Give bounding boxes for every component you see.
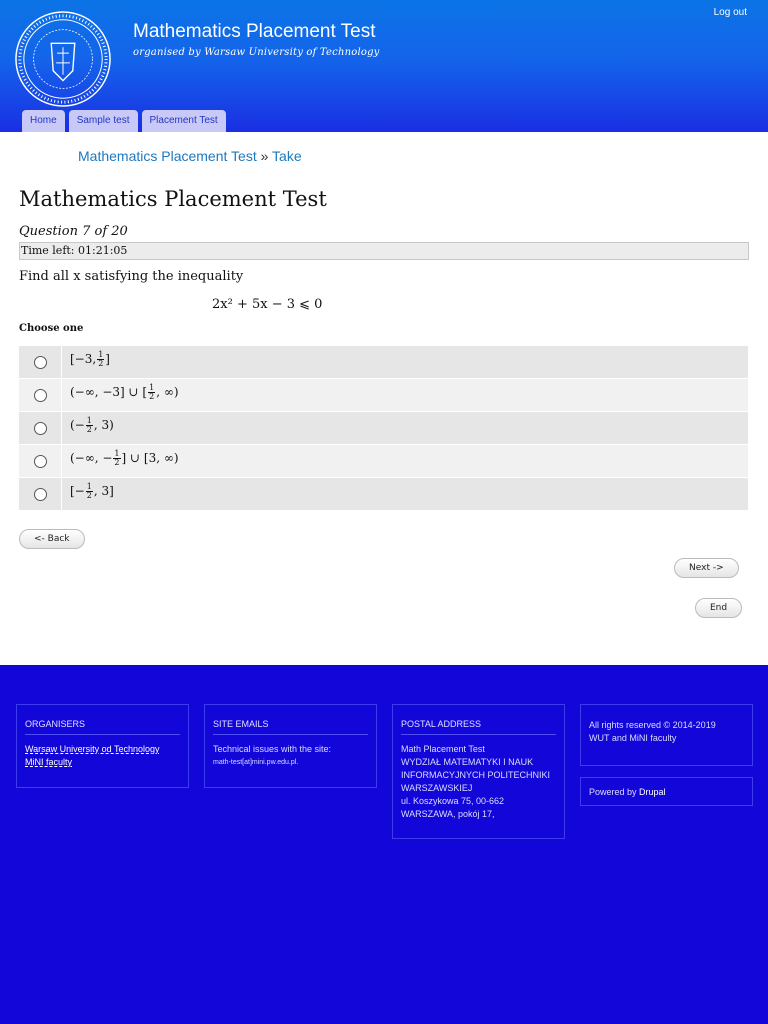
footer-site-emails — [204, 704, 377, 788]
back-button[interactable]: <- Back — [19, 529, 85, 549]
tab-home[interactable]: Home — [22, 110, 65, 132]
rights-line: All rights reserved © 2014-2019 — [589, 720, 716, 730]
technical-issues-text: Technical issues with the site: — [213, 744, 332, 754]
answer-option[interactable] — [19, 346, 748, 378]
footer — [0, 665, 768, 1024]
support-email: math-test[at]mini.pw.edu.pl. — [213, 759, 299, 766]
university-seal-logo[interactable] — [14, 10, 112, 108]
powered-by-text: Powered by — [589, 787, 637, 797]
footer-postal-address — [392, 704, 565, 839]
address-line: INFORMACYJNYCH POLITECHNIKI — [401, 770, 551, 780]
radio-button[interactable] — [34, 422, 47, 435]
address-line: WARSZAWA, pokój 17, — [401, 809, 495, 819]
breadcrumb-link-take[interactable]: Take — [272, 148, 302, 164]
question-number: Question 7 of 20 — [19, 224, 128, 239]
answer-option[interactable] — [19, 445, 748, 477]
address-line: Math Placement Test — [401, 744, 485, 754]
radio-button[interactable] — [34, 488, 47, 501]
main-content — [0, 132, 768, 665]
question-text: Find all x satisfying the inequality — [19, 269, 244, 284]
organisers-heading: ORGANISERS — [25, 719, 180, 735]
header — [0, 0, 768, 132]
mini-faculty-link[interactable]: MiNI faculty — [25, 757, 73, 767]
tab-placement-test[interactable]: Placement Test — [142, 110, 226, 132]
answer-option[interactable] — [19, 478, 748, 510]
option-label: [−3, $\frac{1}{2}$ ] — [70, 349, 110, 368]
breadcrumb-link-test[interactable]: Mathematics Placement Test — [78, 148, 257, 164]
answer-options — [19, 346, 748, 511]
footer-powered-by — [580, 777, 753, 806]
site-emails-heading: SITE EMAILS — [213, 719, 368, 735]
drupal-link[interactable]: Drupal — [639, 787, 666, 797]
question-formula: 2x² + 5x − 3 ⩽ 0 — [212, 297, 323, 312]
radio-button[interactable] — [34, 455, 47, 468]
footer-organisers — [16, 704, 189, 788]
footer-rights — [580, 704, 753, 766]
page-title: Mathematics Placement Test — [19, 187, 327, 211]
wut-link[interactable]: Warsaw University od Technology — [25, 744, 160, 754]
next-button[interactable]: Next -> — [674, 558, 739, 578]
breadcrumb — [78, 148, 302, 164]
radio-button[interactable] — [34, 389, 47, 402]
tab-sample-test[interactable]: Sample test — [69, 110, 138, 132]
radio-button[interactable] — [34, 356, 47, 369]
answer-option[interactable] — [19, 412, 748, 444]
main-tabs — [22, 110, 226, 132]
address-line: WARSZAWSKIEJ — [401, 783, 473, 793]
answer-option[interactable] — [19, 379, 748, 411]
option-label: (−∞, −3] ∪ [ $\frac{1}{2}$ , ∞) — [70, 382, 179, 401]
site-name[interactable]: Mathematics Placement Test — [133, 21, 376, 42]
end-button[interactable]: End — [695, 598, 742, 618]
option-label: (−∞, − $\frac{1}{2}$ ] ∪ [3, ∞) — [70, 448, 179, 467]
logout-link[interactable]: Log out — [713, 7, 747, 18]
postal-address-heading: POSTAL ADDRESS — [401, 719, 556, 735]
address-line: WYDZIAŁ MATEMATYKI I NAUK — [401, 757, 534, 767]
breadcrumb-separator: » — [260, 148, 269, 164]
rights-line: WUT and MiNI faculty — [589, 733, 677, 743]
choose-one-label: Choose one — [19, 323, 84, 334]
time-left: Time left: 01:21:05 — [19, 242, 749, 260]
address-line: ul. Koszykowa 75, 00-662 — [401, 796, 505, 806]
option-label: (− $\frac{1}{2}$ , 3) — [70, 415, 114, 434]
site-slogan: organised by Warsaw University of Technology — [133, 47, 380, 58]
option-label: [− $\frac{1}{2}$ , 3] — [70, 481, 114, 500]
